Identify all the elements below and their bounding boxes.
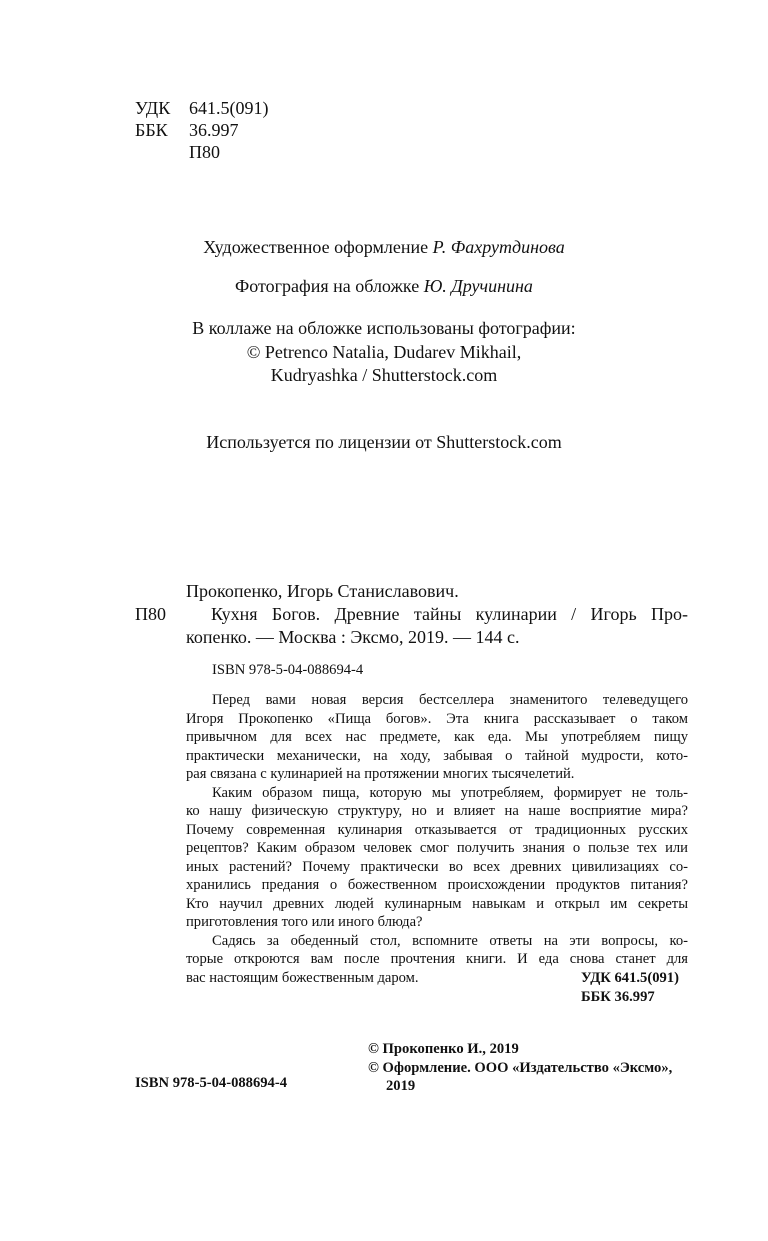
license-note: Используется по лицензии от Shutterstock.com: [206, 432, 562, 452]
annotation-line: вас настоящим божественным даром.: [186, 969, 419, 986]
annotation-paragraph-1: [186, 691, 688, 784]
photo-name: Ю. Дручинина: [423, 276, 533, 296]
collage-line-2: © Petrenco Natalia, Dudarev Mikhail,: [246, 342, 522, 362]
annotation-line: Каким образом пища, которую мы употребляем, формирует не толь-: [212, 784, 688, 801]
annotation-line: рая связана с кулинарией на протяжении многих тысячелетий.: [186, 766, 575, 782]
photo-prefix: Фотография на обложке: [235, 276, 420, 296]
annotation-line: приготовления того или иного блюда?: [186, 914, 423, 930]
design-prefix: Художественное оформление: [203, 237, 429, 257]
catalog-mark: П80: [135, 604, 166, 624]
design-name: Р. Фахрутдинова: [432, 237, 565, 257]
annotation-line: иных растений? Почему практически во всех древних цивилизациях со-: [186, 858, 688, 875]
catalog-isbn: ISBN 978-5-04-088694-4: [212, 662, 364, 678]
bbk-label: ББК: [135, 120, 168, 140]
annotation-line: Почему современная кулинария отказывается от традиционных русских: [186, 821, 688, 838]
footer-isbn: ISBN 978-5-04-088694-4: [135, 1075, 288, 1091]
annotation-paragraph-2: [186, 784, 688, 932]
annotation-line: рецептов? Каким образом человек смог получить знания о пользе тех или: [186, 840, 688, 856]
bbk-value: 36.997: [189, 120, 239, 140]
annotation-line: Перед вами новая версия бестселлера знаменитого телеведущего: [212, 692, 688, 708]
collage-line-3: Kudryashka / Shutterstock.com: [270, 365, 498, 385]
annotation-line: ко нашу физическую структуру, но и влияет на наше восприятие мира?: [186, 803, 688, 819]
annotation-line: Садясь за обеденный стол, вспомните ответы на эти вопросы, ко-: [212, 932, 688, 949]
copyright-design-line-1: © Оформление. ООО «Издательство «Эксмо»,: [368, 1060, 673, 1076]
annotation-line: Игоря Прокопенко «Пища богов». Эта книга рассказывает о таком: [186, 710, 688, 727]
bottom-udk: УДК 641.5(091): [581, 970, 679, 986]
annotation-line: привычном для всех нас предмете, как еда. Мы употребляем пищу: [186, 729, 688, 745]
copyright-author: © Прокопенко И., 2019: [368, 1041, 519, 1057]
collage-line-1: В коллаже на обложке использованы фотографии:: [192, 318, 576, 338]
annotation-line: торые откроются вам после прочтения книги. И еда снова станет для: [186, 951, 688, 967]
design-credit: [0, 236, 768, 259]
catalog-author: Прокопенко, Игорь Станиславович.: [186, 581, 459, 601]
bottom-bbk: ББК 36.997: [581, 989, 655, 1005]
catalog-title-line-1: Кухня Богов. Древние тайны кулинарии / Игорь Про-: [211, 604, 688, 624]
udk-value: 641.5(091): [189, 98, 269, 118]
author-mark: П80: [189, 142, 220, 162]
copyright-design-line-2: 2019: [386, 1078, 416, 1094]
udk-label: УДК: [135, 98, 171, 118]
photo-credit: [0, 275, 768, 298]
catalog-title-line-2: копенко. — Москва : Эксмо, 2019. — 144 с.: [186, 627, 520, 647]
annotation: [186, 691, 688, 987]
annotation-line: практически механически, на ходу, забывая о тайной мудрости, кото-: [186, 747, 688, 764]
annotation-line: Кто научил древних людей кулинарным навыкам и открыл им секреты: [186, 895, 688, 912]
annotation-line: хранились предания о божественном происхождении продуктов питания?: [186, 877, 688, 893]
